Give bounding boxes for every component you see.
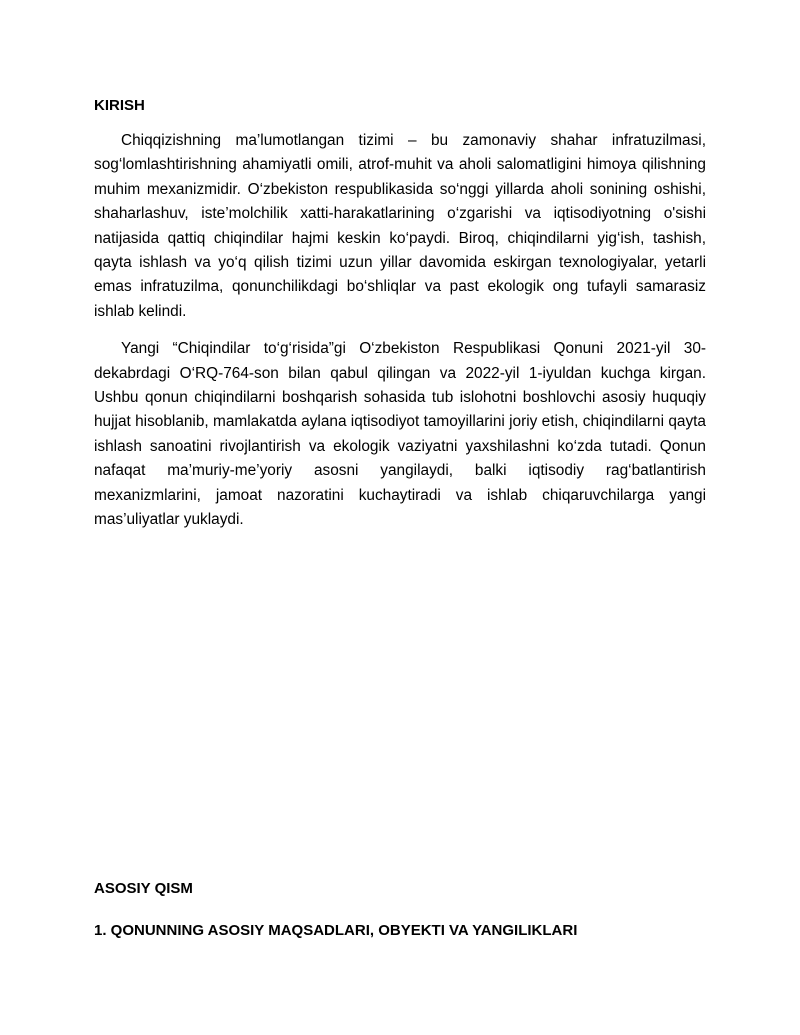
main-section	[94, 879, 706, 941]
main-heading: ASOSIY QISM	[94, 880, 193, 897]
intro-section	[94, 96, 706, 533]
intro-heading: KIRISH	[94, 97, 145, 114]
intro-paragraph-2: Yangi “Chiqindilar to‘g‘risida”gi O‘zbekiston Respublikasi Qonuni 2021-yil 30-dekabrdagi O‘RQ-764-son bilan qabul qilingan va 2022-yil 1-iyuldan kuchga kirgan. Ushbu qonun chiqindilarni boshqarish sohasida tub islohotni boshlovchi asosiy huquqiy hujjat hisoblanib, mamlakatda aylana iqtisodiyot tamoyillarini joriy etish, chiqindilarni qayta ishlash sanoatini rivojlantirish va ekologik vaziyatni yaxshilashni ko‘zda tutadi. Qonun nafaqat ma’muriy-me’yoriy asosni yangilaydi, balki iqtisodiy rag‘batlantirish mexanizmlarini, jamoat nazoratini kuchaytiradi va ishlab chiqaruvchilarga yangi mas’uliyatlar yuklaydi.	[94, 340, 706, 529]
intro-paragraph-1: Chiqqizishning ma’lumotlangan tizimi – bu zamonaviy shahar infratuzilmasi, sog‘lomlashtirishning ahamiyatli omili, atrof-muhit va aholi salomatligini himoya qilishning muhim mexanizmidir. O‘zbekiston respublikasida so‘nggi yillarda aholi sonining oshishi, shaharlashuv, iste’molchilik xatti-harakatlarining o‘zgarishi va iqtisodiyotning o'sishi natijasida qattiq chiqindilar hajmi keskin ko‘paydi. Biroq, chiqindilarni yig‘ish, tashish, qayta ishlash va yo‘q qilish tizimi uzun yillar davomida eskirgan texnologiyalar, yetarli emas infratuzilma, qonunchilikdagi bo‘shliqlar va past ekologik ong tufayli samarasiz ishlab kelindi.	[94, 132, 706, 320]
section-heading: 1. QONUNNING ASOSIY MAQSADLARI, OBYEKTI VA YANGILIKLARI	[94, 922, 578, 939]
